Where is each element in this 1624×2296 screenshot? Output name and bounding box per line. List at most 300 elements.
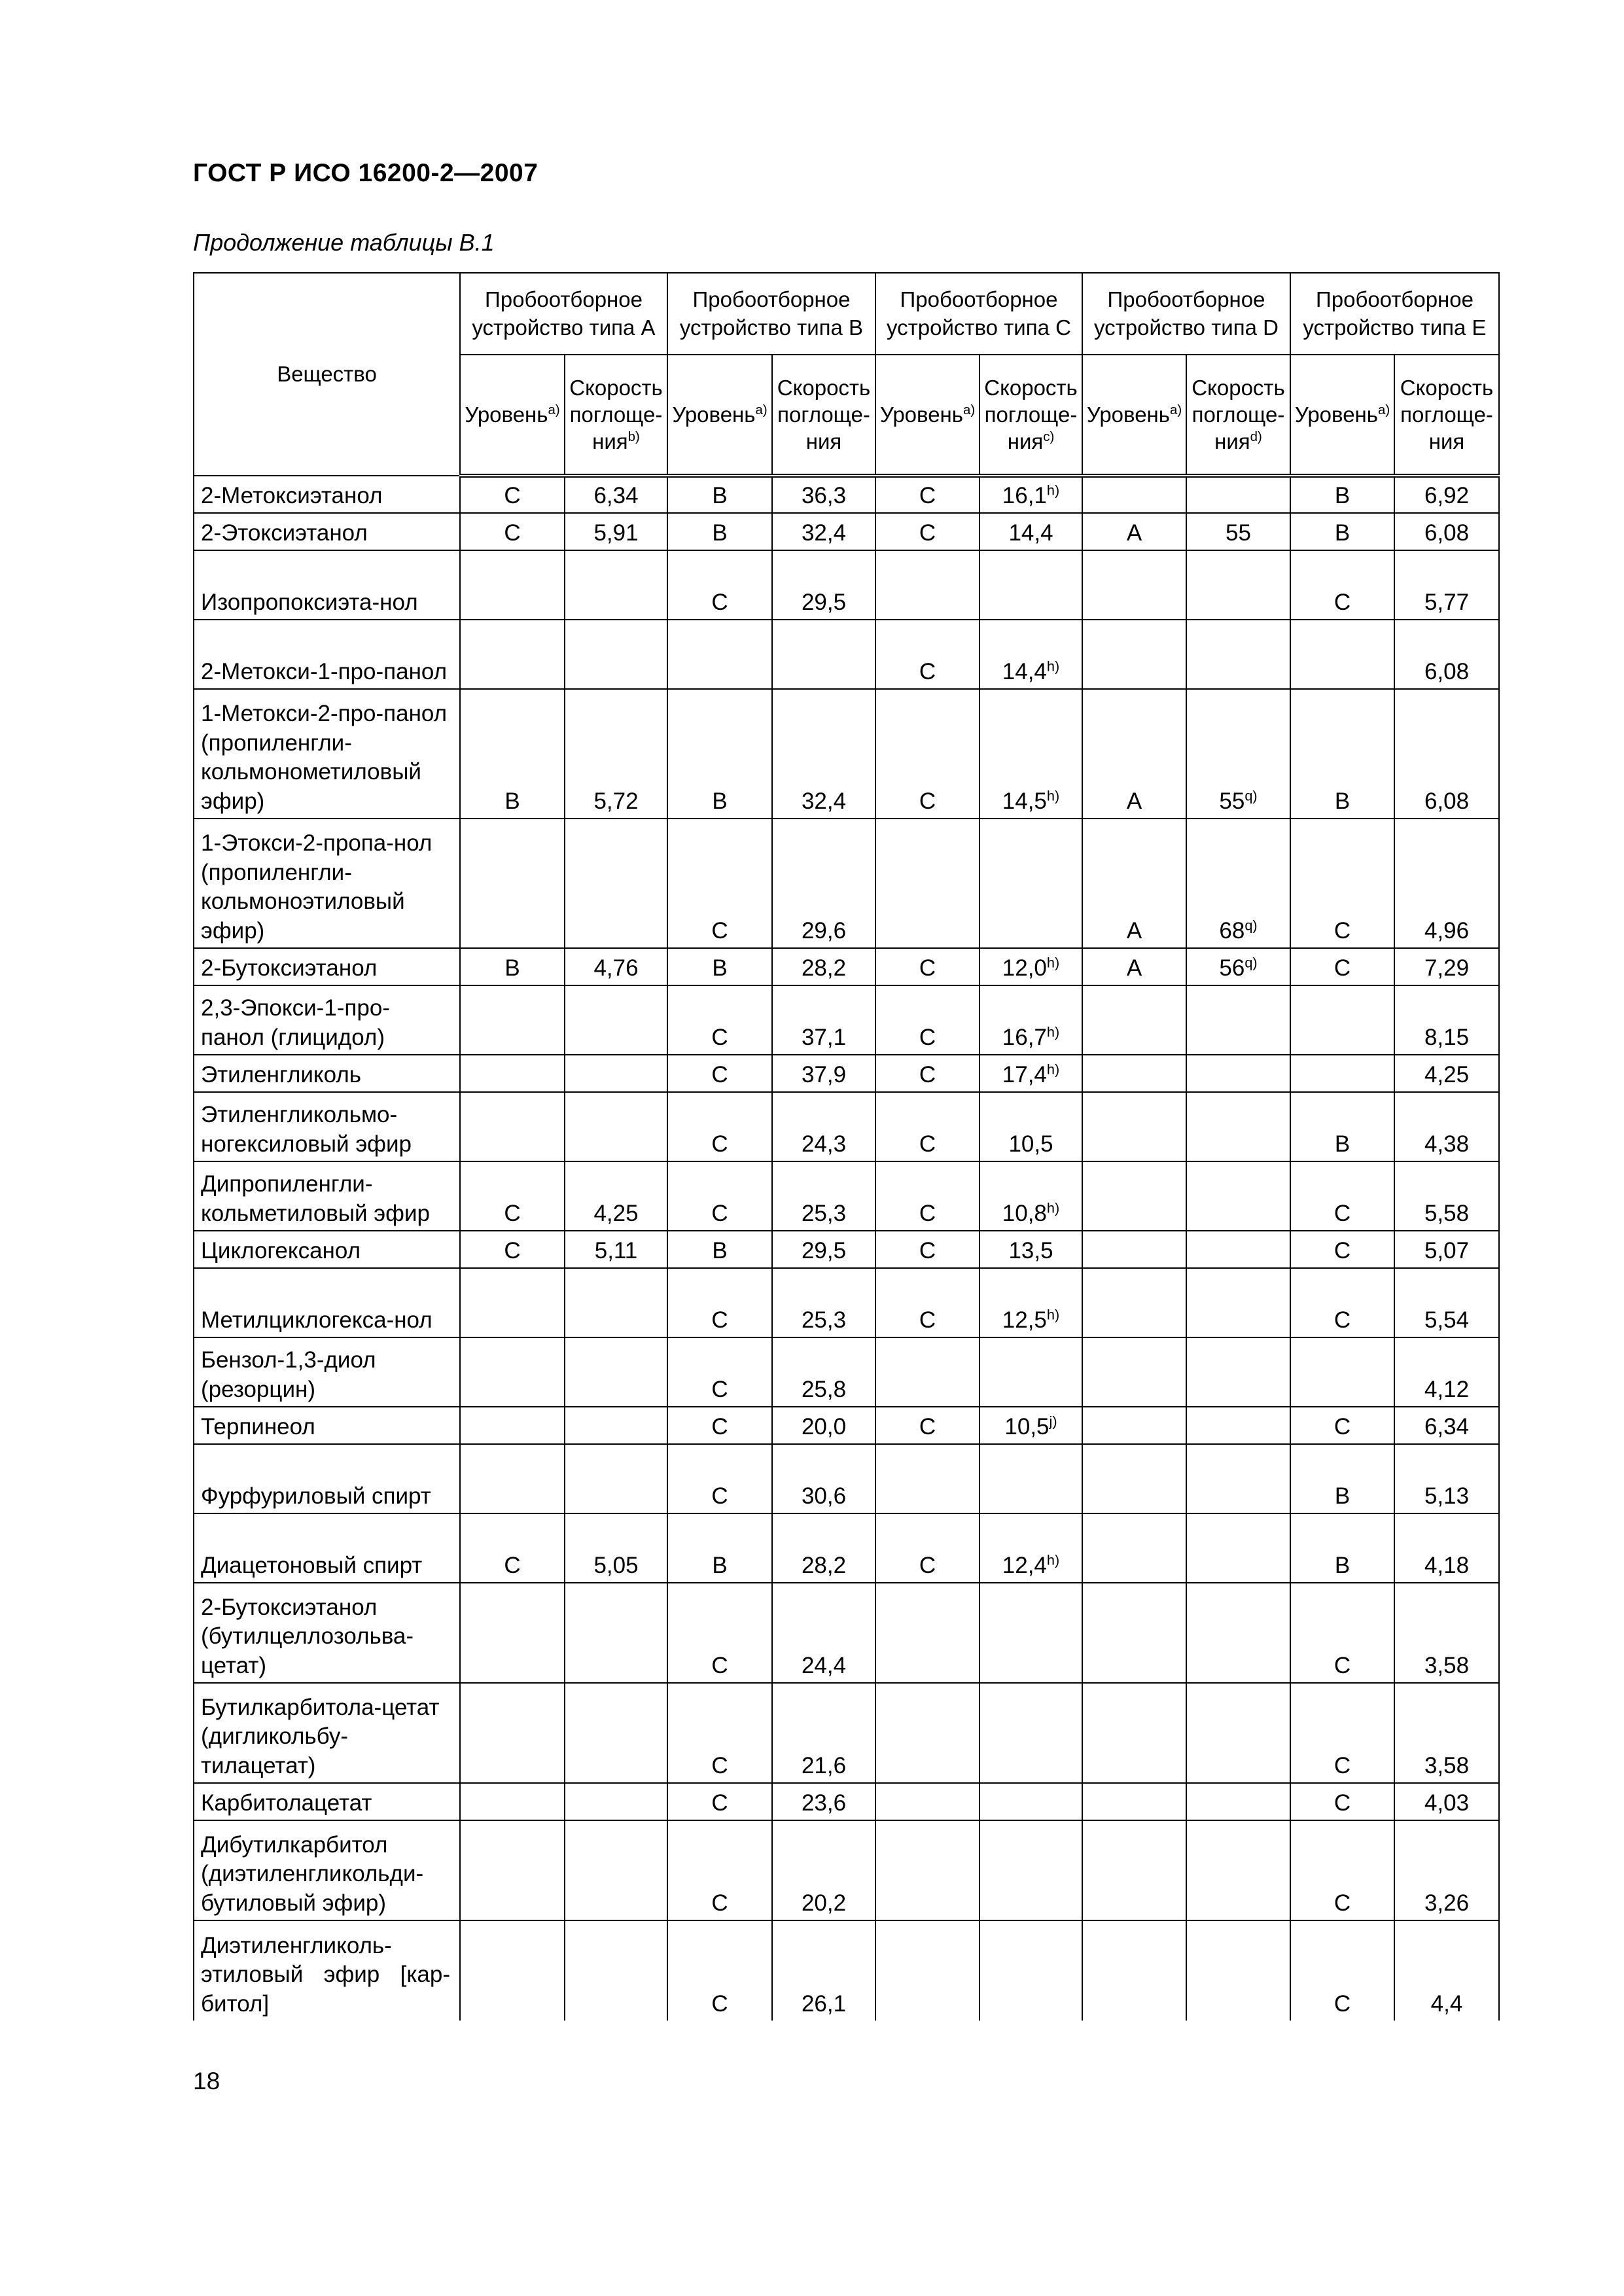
level-header-a xyxy=(460,355,565,476)
rate-cell xyxy=(1186,1444,1290,1513)
level-cell xyxy=(1082,1337,1186,1407)
rate-cell xyxy=(1394,620,1499,689)
table-row xyxy=(194,550,1499,620)
cell-value: 28,2 xyxy=(801,1553,847,1579)
level-cell xyxy=(460,620,565,689)
level-cell xyxy=(1290,1055,1394,1092)
rate-cell xyxy=(565,1820,667,1920)
level-cell xyxy=(1082,476,1186,513)
cell-value: C xyxy=(1333,1790,1351,1816)
level-cell xyxy=(1290,819,1394,948)
level-cell xyxy=(1082,819,1186,948)
level-cell xyxy=(1082,513,1186,550)
rate-cell xyxy=(1394,1920,1499,2021)
level-cell xyxy=(667,689,772,819)
substance-header: Вещество xyxy=(194,273,460,476)
table-row xyxy=(194,1513,1499,1583)
level-cell xyxy=(460,1055,565,1092)
rate-cell xyxy=(1186,1092,1290,1161)
rate-cell xyxy=(980,1783,1082,1820)
rate-cell xyxy=(1394,1783,1499,1820)
level-label: Уровень xyxy=(672,402,756,427)
cell-value: C xyxy=(504,1238,521,1264)
level-cell xyxy=(1082,1268,1186,1337)
cell-footnote: q) xyxy=(1244,917,1258,934)
rate-cell xyxy=(980,1583,1082,1683)
level-cell xyxy=(1082,1820,1186,1920)
level-cell xyxy=(667,948,772,985)
rate-cell xyxy=(1394,1055,1499,1092)
cell-value: 14,5 xyxy=(1002,788,1047,815)
level-cell xyxy=(875,1513,980,1583)
level-cell xyxy=(1290,948,1394,985)
cell-footnote: h) xyxy=(1046,482,1060,499)
level-cell xyxy=(667,1407,772,1444)
level-cell xyxy=(460,550,565,620)
rate-cell xyxy=(980,948,1082,985)
cell-value: 12,0 xyxy=(1002,955,1047,981)
rate-cell xyxy=(565,1337,667,1407)
cell-value: B xyxy=(1334,520,1350,546)
rate-cell xyxy=(565,819,667,948)
rate-footnote: d) xyxy=(1250,429,1262,445)
rate-cell xyxy=(1394,948,1499,985)
level-footnote: a) xyxy=(755,402,768,417)
rate-cell xyxy=(980,1683,1082,1783)
cell-value: C xyxy=(504,1201,521,1227)
rate-cell xyxy=(980,1055,1082,1092)
level-cell xyxy=(667,985,772,1055)
cell-value: C xyxy=(711,1201,728,1227)
level-cell xyxy=(875,476,980,513)
level-cell xyxy=(667,1337,772,1407)
cell-value: 29,5 xyxy=(801,590,847,616)
table-row xyxy=(194,985,1499,1055)
substance-name: 2-Метоксиэтанол xyxy=(194,476,460,513)
rate-cell xyxy=(1186,620,1290,689)
cell-value: 4,38 xyxy=(1424,1131,1470,1157)
rate-cell xyxy=(1186,948,1290,985)
rate-cell xyxy=(565,948,667,985)
substance-name: Изопропоксиэта-нол xyxy=(194,550,460,620)
rate-cell xyxy=(1394,1268,1499,1337)
rate-label: Скорость поглоще-ния xyxy=(569,375,663,454)
level-cell xyxy=(460,1268,565,1337)
level-cell xyxy=(1290,1513,1394,1583)
cell-value: 6,08 xyxy=(1424,520,1470,546)
group-header-b: Пробоотборное устройство типа В xyxy=(667,273,875,355)
substance-name: Диацетоновый спирт xyxy=(194,1513,460,1583)
rate-header-e xyxy=(1394,355,1499,476)
cell-footnote: h) xyxy=(1046,954,1060,971)
cell-value: 26,1 xyxy=(801,1991,847,2017)
substance-name: 1-Метокси-2-про-панол (пропиленгли-кольмонометиловый эфир) xyxy=(194,689,460,819)
level-cell xyxy=(1290,689,1394,819)
cell-value: 6,34 xyxy=(1424,1414,1470,1440)
table-row xyxy=(194,1920,1499,2021)
cell-value: C xyxy=(919,659,936,685)
cell-value: B xyxy=(1334,1131,1350,1157)
cell-value: C xyxy=(504,520,521,546)
rate-cell xyxy=(1394,1337,1499,1407)
cell-value: 24,3 xyxy=(801,1131,847,1157)
rate-cell xyxy=(1186,1337,1290,1407)
level-cell xyxy=(1290,1092,1394,1161)
substance-name: Диэтиленгликоль-этиловый эфир [кар-битол] xyxy=(194,1920,460,2021)
rate-cell xyxy=(565,513,667,550)
cell-value: C xyxy=(504,1553,521,1579)
table-row xyxy=(194,1783,1499,1820)
table-caption: Продолжение таблицы В.1 xyxy=(193,229,495,256)
rate-cell xyxy=(1186,1683,1290,1783)
substance-name: Этиленгликоль xyxy=(194,1055,460,1092)
rate-cell xyxy=(772,1268,875,1337)
cell-value: 68 xyxy=(1219,918,1245,944)
rate-cell xyxy=(772,1820,875,1920)
cell-value: C xyxy=(919,1131,936,1157)
level-cell xyxy=(1082,948,1186,985)
level-cell xyxy=(667,1444,772,1513)
substance-name: 2-Этоксиэтанол xyxy=(194,513,460,550)
cell-value: C xyxy=(919,483,936,509)
cell-value: C xyxy=(1333,1991,1351,2017)
level-cell xyxy=(667,1092,772,1161)
rate-cell xyxy=(772,819,875,948)
cell-value: 8,15 xyxy=(1424,1025,1470,1051)
cell-value: C xyxy=(711,1062,728,1088)
substance-name: Бензол-1,3-диол (резорцин) xyxy=(194,1337,460,1407)
rate-cell xyxy=(1394,1161,1499,1231)
level-cell xyxy=(1082,550,1186,620)
level-cell xyxy=(1290,550,1394,620)
rate-label: Скорость поглоще-ния xyxy=(1192,375,1285,454)
level-cell xyxy=(667,1820,772,1920)
rate-cell xyxy=(1394,1092,1499,1161)
cell-value: 24,4 xyxy=(801,1653,847,1679)
level-cell xyxy=(1290,985,1394,1055)
rate-cell xyxy=(1394,1407,1499,1444)
substance-name: Дипропиленгли-кольметиловый эфир xyxy=(194,1161,460,1231)
level-cell xyxy=(875,1337,980,1407)
cell-value: C xyxy=(1333,955,1351,981)
rate-cell xyxy=(1394,689,1499,819)
rate-cell xyxy=(1186,550,1290,620)
level-cell xyxy=(875,1683,980,1783)
cell-value: C xyxy=(919,1307,936,1333)
cell-value: 10,5 xyxy=(1004,1414,1050,1440)
rate-cell xyxy=(565,1583,667,1683)
cell-value: 3,58 xyxy=(1424,1753,1470,1779)
level-cell xyxy=(875,1783,980,1820)
substance-name: Метилциклогекса-нол xyxy=(194,1268,460,1337)
cell-footnote: h) xyxy=(1046,1551,1060,1568)
level-cell xyxy=(1290,1444,1394,1513)
substance-name: 1-Этокси-2-пропа-нол (пропиленгли-кольмоноэтиловый эфир) xyxy=(194,819,460,948)
level-cell xyxy=(1082,1407,1186,1444)
cell-value: 5,72 xyxy=(593,788,639,815)
level-cell xyxy=(875,819,980,948)
cell-value: C xyxy=(711,1890,728,1916)
cell-value: 5,58 xyxy=(1424,1201,1470,1227)
level-cell xyxy=(460,1444,565,1513)
cell-value: 7,29 xyxy=(1424,955,1470,981)
table-row xyxy=(194,1161,1499,1231)
rate-cell xyxy=(772,1231,875,1268)
level-cell xyxy=(1290,1920,1394,2021)
level-cell xyxy=(1082,985,1186,1055)
cell-value: C xyxy=(1333,1414,1351,1440)
cell-value: B xyxy=(504,955,520,981)
level-cell xyxy=(1290,1161,1394,1231)
level-cell xyxy=(875,1268,980,1337)
level-cell xyxy=(460,1161,565,1231)
cell-value: 4,03 xyxy=(1424,1790,1470,1816)
cell-value: 5,77 xyxy=(1424,590,1470,616)
level-cell xyxy=(1082,1683,1186,1783)
cell-value: C xyxy=(919,1025,936,1051)
cell-value: B xyxy=(1334,483,1350,509)
rate-cell xyxy=(1186,1513,1290,1583)
level-cell xyxy=(1082,1583,1186,1683)
rate-footnote: c) xyxy=(1043,429,1055,445)
cell-footnote: h) xyxy=(1046,658,1060,675)
table-row xyxy=(194,1407,1499,1444)
level-cell xyxy=(1082,1161,1186,1231)
level-cell xyxy=(875,1444,980,1513)
rate-cell xyxy=(772,1683,875,1783)
rate-cell xyxy=(1394,1820,1499,1920)
level-cell xyxy=(667,550,772,620)
rate-cell xyxy=(980,620,1082,689)
table-row xyxy=(194,1583,1499,1683)
table-row xyxy=(194,620,1499,689)
level-cell xyxy=(875,1055,980,1092)
cell-value: 4,25 xyxy=(593,1201,639,1227)
group-header-d: Пробоотборное устройство типа D xyxy=(1082,273,1290,355)
level-cell xyxy=(1082,689,1186,819)
rate-cell xyxy=(1394,1444,1499,1513)
cell-value: C xyxy=(1333,1653,1351,1679)
rate-cell xyxy=(980,1513,1082,1583)
rate-cell xyxy=(980,1444,1082,1513)
rate-cell xyxy=(772,1513,875,1583)
level-cell xyxy=(1082,1231,1186,1268)
rate-cell xyxy=(980,513,1082,550)
cell-value: C xyxy=(711,1991,728,2017)
level-cell xyxy=(875,620,980,689)
table-row xyxy=(194,948,1499,985)
cell-value: 10,8 xyxy=(1002,1201,1047,1227)
cell-value: 5,11 xyxy=(594,1238,638,1264)
substance-name: 2-Бутоксиэтанол (бутилцеллозольва-цетат) xyxy=(194,1583,460,1683)
rate-cell xyxy=(1186,689,1290,819)
rate-cell xyxy=(772,513,875,550)
level-cell xyxy=(460,1231,565,1268)
level-footnote: a) xyxy=(548,402,560,417)
rate-label: Скорость поглоще-ния xyxy=(984,375,1078,454)
level-cell xyxy=(460,1783,565,1820)
rate-cell xyxy=(1186,1920,1290,2021)
rate-cell xyxy=(565,985,667,1055)
level-cell xyxy=(875,689,980,819)
level-cell xyxy=(460,1583,565,1683)
rate-cell xyxy=(1394,1683,1499,1783)
rate-cell xyxy=(980,1161,1082,1231)
rate-cell xyxy=(1394,1231,1499,1268)
group-header-a: Пробоотборное устройство типа А xyxy=(460,273,667,355)
rate-cell xyxy=(980,1820,1082,1920)
cell-value: C xyxy=(711,1131,728,1157)
cell-value: 25,3 xyxy=(801,1307,847,1333)
table-row xyxy=(194,476,1499,513)
level-cell xyxy=(1082,1513,1186,1583)
rate-cell xyxy=(1186,1820,1290,1920)
cell-value: B xyxy=(712,1238,728,1264)
rate-cell xyxy=(1394,985,1499,1055)
rate-cell xyxy=(772,1337,875,1407)
cell-value: 56 xyxy=(1219,955,1245,981)
cell-value: 32,4 xyxy=(801,788,847,815)
level-cell xyxy=(1082,1092,1186,1161)
cell-value: B xyxy=(504,788,520,815)
rate-cell xyxy=(1186,1055,1290,1092)
rate-cell xyxy=(980,1092,1082,1161)
substance-name: Бутилкарбитола-цетат (дигликольбу-тилацетат) xyxy=(194,1683,460,1783)
cell-value: 12,4 xyxy=(1002,1553,1047,1579)
cell-value: B xyxy=(1334,1553,1350,1579)
table-row xyxy=(194,1231,1499,1268)
level-cell xyxy=(667,1055,772,1092)
rate-cell xyxy=(1186,1583,1290,1683)
level-cell xyxy=(667,1683,772,1783)
level-label: Уровень xyxy=(465,402,548,427)
rate-cell xyxy=(1394,1583,1499,1683)
cell-value: C xyxy=(919,955,936,981)
cell-value: 12,5 xyxy=(1002,1307,1047,1333)
rate-cell xyxy=(565,1920,667,2021)
level-cell xyxy=(667,1583,772,1683)
level-cell xyxy=(460,1683,565,1783)
cell-value: B xyxy=(1334,1483,1350,1510)
rate-cell xyxy=(1186,985,1290,1055)
rate-cell xyxy=(565,1268,667,1337)
level-cell xyxy=(667,620,772,689)
cell-value: C xyxy=(711,1483,728,1510)
cell-value: 4,18 xyxy=(1424,1553,1470,1579)
rate-cell xyxy=(565,1231,667,1268)
cell-footnote: q) xyxy=(1244,787,1258,804)
cell-value: C xyxy=(919,788,936,815)
level-cell xyxy=(667,1513,772,1583)
substance-name: Циклогексанол xyxy=(194,1231,460,1268)
level-cell xyxy=(1290,1268,1394,1337)
level-header-b xyxy=(667,355,772,476)
rate-cell xyxy=(565,1783,667,1820)
level-cell xyxy=(460,689,565,819)
cell-value: B xyxy=(1334,788,1350,815)
level-cell xyxy=(1082,1783,1186,1820)
level-cell xyxy=(460,1820,565,1920)
cell-footnote: j) xyxy=(1049,1413,1057,1430)
substance-name: 2-Метокси-1-про-панол xyxy=(194,620,460,689)
level-cell xyxy=(875,1092,980,1161)
cell-value: A xyxy=(1126,788,1142,815)
rate-cell xyxy=(980,1920,1082,2021)
cell-value: 10,5 xyxy=(1008,1131,1053,1157)
level-cell xyxy=(875,513,980,550)
group-header-c: Пробоотборное устройство типа С xyxy=(875,273,1082,355)
cell-value: C xyxy=(1333,1201,1351,1227)
cell-value: C xyxy=(711,590,728,616)
cell-value: C xyxy=(711,1653,728,1679)
level-header-c xyxy=(875,355,980,476)
rate-cell xyxy=(565,1055,667,1092)
rate-cell xyxy=(1394,550,1499,620)
table-body xyxy=(194,476,1499,2021)
level-cell xyxy=(667,1161,772,1231)
level-cell xyxy=(875,1920,980,2021)
rate-label: Скорость поглоще-ния xyxy=(777,375,871,454)
rate-cell xyxy=(772,1055,875,1092)
rate-cell xyxy=(772,1161,875,1231)
rate-cell xyxy=(565,1513,667,1583)
cell-value: 55 xyxy=(1219,788,1245,815)
cell-value: 4,12 xyxy=(1424,1377,1470,1403)
rate-cell xyxy=(565,689,667,819)
cell-value: 6,34 xyxy=(593,483,639,509)
rate-cell xyxy=(565,620,667,689)
cell-value: C xyxy=(919,1414,936,1440)
substance-name: Этиленгликольмо-ногексиловый эфир xyxy=(194,1092,460,1161)
rate-cell xyxy=(980,689,1082,819)
rate-cell xyxy=(980,1268,1082,1337)
level-cell xyxy=(667,1268,772,1337)
level-cell xyxy=(460,1092,565,1161)
cell-value: C xyxy=(711,1307,728,1333)
cell-footnote: h) xyxy=(1046,1306,1060,1323)
rate-cell xyxy=(772,1783,875,1820)
cell-value: 16,1 xyxy=(1002,483,1047,509)
level-cell xyxy=(875,948,980,985)
rate-cell xyxy=(565,476,667,513)
level-cell xyxy=(667,819,772,948)
level-cell xyxy=(667,1920,772,2021)
cell-value: B xyxy=(712,788,728,815)
cell-value: 28,2 xyxy=(801,955,847,981)
cell-value: 4,76 xyxy=(593,955,639,981)
cell-value: 36,3 xyxy=(801,483,847,509)
level-cell xyxy=(667,1783,772,1820)
rate-cell xyxy=(772,1407,875,1444)
level-label: Уровень xyxy=(1086,402,1170,427)
page-number: 18 xyxy=(193,2068,221,2094)
document-title: ГОСТ Р ИСО 16200-2—2007 xyxy=(193,159,538,187)
rate-cell xyxy=(565,1161,667,1231)
cell-value: 55 xyxy=(1226,520,1251,546)
rate-cell xyxy=(1394,513,1499,550)
table-row xyxy=(194,689,1499,819)
cell-value: B xyxy=(712,520,728,546)
rate-cell xyxy=(772,476,875,513)
cell-value: 5,91 xyxy=(593,520,639,546)
level-cell xyxy=(667,1231,772,1268)
table-row xyxy=(194,1444,1499,1513)
level-cell xyxy=(1082,1055,1186,1092)
cell-footnote: h) xyxy=(1046,1199,1060,1216)
level-cell xyxy=(667,476,772,513)
rate-cell xyxy=(980,476,1082,513)
rate-header-b xyxy=(772,355,875,476)
